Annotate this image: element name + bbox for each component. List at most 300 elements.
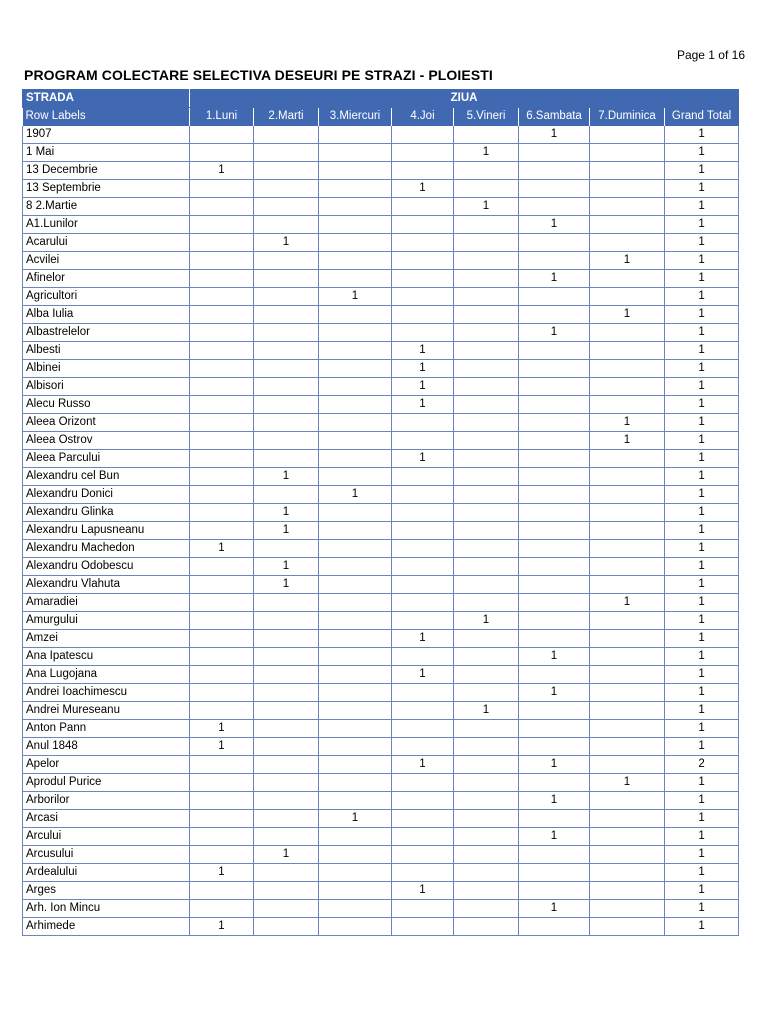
day-count-cell (392, 215, 454, 233)
day-count-cell (254, 143, 319, 161)
day-count-cell (519, 575, 590, 593)
day-count-cell (392, 737, 454, 755)
day-count-cell (254, 881, 319, 899)
day-count-cell (519, 521, 590, 539)
day-count-cell (190, 791, 254, 809)
day-count-cell (190, 755, 254, 773)
day-count-cell (590, 521, 665, 539)
grand-total-cell: 1 (665, 251, 739, 269)
day-count-cell: 1 (190, 161, 254, 179)
day-count-cell (590, 539, 665, 557)
table-row (23, 845, 739, 863)
day-count-cell (519, 593, 590, 611)
day-count-cell (392, 719, 454, 737)
day-count-cell (190, 377, 254, 395)
day-count-cell (392, 503, 454, 521)
day-count-cell: 1 (519, 215, 590, 233)
day-count-cell (319, 683, 392, 701)
day-count-cell (319, 899, 392, 917)
grand-total-cell: 1 (665, 287, 739, 305)
table-row (23, 521, 739, 539)
day-count-cell (319, 305, 392, 323)
day-count-cell (254, 539, 319, 557)
day-count-cell (454, 665, 519, 683)
day-count-cell (319, 701, 392, 719)
street-name-cell: 1907 (23, 126, 190, 144)
grand-total-cell: 1 (665, 773, 739, 791)
day-count-cell (392, 539, 454, 557)
day-count-cell (392, 701, 454, 719)
day-count-cell (254, 197, 319, 215)
day-count-cell (254, 863, 319, 881)
table-row (23, 467, 739, 485)
day-count-cell (190, 305, 254, 323)
day-count-cell: 1 (319, 809, 392, 827)
grand-total-cell: 1 (665, 647, 739, 665)
table-row (23, 485, 739, 503)
street-name-cell: Ana Ipatescu (23, 647, 190, 665)
table-row (23, 143, 739, 161)
day-count-cell (319, 197, 392, 215)
day-count-cell (519, 395, 590, 413)
street-name-cell: Albisori (23, 377, 190, 395)
header-day-luni: 1.Luni (190, 108, 254, 126)
day-count-cell (590, 485, 665, 503)
pivot-table (22, 89, 739, 936)
day-count-cell (454, 593, 519, 611)
day-count-cell: 1 (590, 305, 665, 323)
grand-total-cell: 1 (665, 881, 739, 899)
grand-total-cell: 1 (665, 845, 739, 863)
day-count-cell (590, 126, 665, 144)
day-count-cell (254, 305, 319, 323)
day-count-cell (254, 665, 319, 683)
street-name-cell: Arhimede (23, 917, 190, 935)
day-count-cell (590, 611, 665, 629)
grand-total-cell: 1 (665, 467, 739, 485)
table-row (23, 809, 739, 827)
grand-total-cell: 1 (665, 359, 739, 377)
day-count-cell: 1 (454, 197, 519, 215)
day-count-cell (190, 647, 254, 665)
grand-total-cell: 1 (665, 485, 739, 503)
day-count-cell (190, 287, 254, 305)
day-count-cell (519, 719, 590, 737)
grand-total-cell: 1 (665, 161, 739, 179)
day-count-cell (519, 377, 590, 395)
header-day-vineri: 5.Vineri (454, 108, 519, 126)
street-name-cell: Arcului (23, 827, 190, 845)
grand-total-cell: 1 (665, 521, 739, 539)
street-name-cell: Ana Lugojana (23, 665, 190, 683)
day-count-cell: 1 (190, 719, 254, 737)
day-count-cell (190, 395, 254, 413)
day-count-cell (254, 287, 319, 305)
day-count-cell (190, 773, 254, 791)
day-count-cell: 1 (519, 791, 590, 809)
day-count-cell (392, 467, 454, 485)
day-count-cell (319, 467, 392, 485)
table-row (23, 611, 739, 629)
day-count-cell (519, 611, 590, 629)
day-count-cell (454, 539, 519, 557)
day-count-cell (590, 215, 665, 233)
day-count-cell (454, 341, 519, 359)
day-count-cell (319, 269, 392, 287)
day-count-cell (392, 593, 454, 611)
day-count-cell (190, 557, 254, 575)
day-count-cell: 1 (590, 251, 665, 269)
day-count-cell (392, 251, 454, 269)
day-count-cell (190, 179, 254, 197)
day-count-cell (254, 485, 319, 503)
day-count-cell (190, 197, 254, 215)
table-row (23, 161, 739, 179)
header-day-marti: 2.Marti (254, 108, 319, 126)
grand-total-cell: 1 (665, 737, 739, 755)
table-row (23, 881, 739, 899)
table-row (23, 431, 739, 449)
day-count-cell (454, 773, 519, 791)
day-count-cell (319, 791, 392, 809)
day-count-cell (254, 449, 319, 467)
day-count-cell (319, 233, 392, 251)
day-count-cell (392, 683, 454, 701)
day-count-cell (590, 755, 665, 773)
table-row (23, 917, 739, 935)
day-count-cell (319, 665, 392, 683)
street-name-cell: Arh. Ion Mincu (23, 899, 190, 917)
day-count-cell (190, 215, 254, 233)
table-row (23, 377, 739, 395)
day-count-cell (590, 719, 665, 737)
day-count-cell (519, 863, 590, 881)
day-count-cell (319, 827, 392, 845)
day-count-cell (190, 413, 254, 431)
street-name-cell: Aprodul Purice (23, 773, 190, 791)
header-strada: STRADA (23, 90, 190, 108)
day-count-cell (454, 485, 519, 503)
street-name-cell: Arges (23, 881, 190, 899)
day-count-cell (392, 827, 454, 845)
street-name-cell: Amurgului (23, 611, 190, 629)
day-count-cell (254, 701, 319, 719)
day-count-cell (319, 755, 392, 773)
grand-total-cell: 1 (665, 827, 739, 845)
day-count-cell (590, 179, 665, 197)
day-count-cell: 1 (454, 143, 519, 161)
grand-total-cell: 1 (665, 233, 739, 251)
day-count-cell (454, 863, 519, 881)
day-count-cell (454, 683, 519, 701)
grand-total-cell: 1 (665, 719, 739, 737)
day-count-cell (590, 161, 665, 179)
street-name-cell: Alba Iulia (23, 305, 190, 323)
day-count-cell: 1 (190, 917, 254, 935)
day-count-cell (254, 683, 319, 701)
grand-total-cell: 1 (665, 593, 739, 611)
day-count-cell (590, 449, 665, 467)
header-ziua: ZIUA (190, 90, 739, 108)
day-count-cell (254, 323, 319, 341)
day-count-cell (319, 215, 392, 233)
day-count-cell (519, 557, 590, 575)
table-row (23, 179, 739, 197)
day-count-cell (519, 179, 590, 197)
day-count-cell (319, 593, 392, 611)
table-row (23, 647, 739, 665)
street-name-cell: Acvilei (23, 251, 190, 269)
day-count-cell: 1 (519, 683, 590, 701)
day-count-cell (319, 431, 392, 449)
table-row (23, 863, 739, 881)
day-count-cell (590, 917, 665, 935)
day-count-cell (590, 341, 665, 359)
day-count-cell (190, 899, 254, 917)
street-name-cell: Apelor (23, 755, 190, 773)
day-count-cell: 1 (254, 575, 319, 593)
day-count-cell (254, 611, 319, 629)
day-count-cell (392, 917, 454, 935)
day-count-cell (319, 773, 392, 791)
day-count-cell (590, 467, 665, 485)
day-count-cell: 1 (392, 341, 454, 359)
day-count-cell (392, 126, 454, 144)
street-name-cell: Acarului (23, 233, 190, 251)
day-count-cell (590, 791, 665, 809)
day-count-cell (190, 485, 254, 503)
day-count-cell (319, 737, 392, 755)
day-count-cell (392, 197, 454, 215)
day-count-cell (454, 809, 519, 827)
grand-total-cell: 1 (665, 539, 739, 557)
day-count-cell (590, 737, 665, 755)
header-day-sambata: 6.Sambata (519, 108, 590, 126)
grand-total-cell: 1 (665, 126, 739, 144)
grand-total-cell: 1 (665, 611, 739, 629)
table-row (23, 791, 739, 809)
day-count-cell: 1 (392, 359, 454, 377)
street-name-cell: Anton Pann (23, 719, 190, 737)
day-count-cell (392, 161, 454, 179)
day-count-cell (190, 575, 254, 593)
day-count-cell (254, 431, 319, 449)
street-name-cell: Amaradiei (23, 593, 190, 611)
day-count-cell (519, 539, 590, 557)
day-count-cell (590, 809, 665, 827)
table-row (23, 215, 739, 233)
day-count-cell: 1 (519, 126, 590, 144)
day-count-cell (454, 791, 519, 809)
street-name-cell: Agricultori (23, 287, 190, 305)
day-count-cell (254, 161, 319, 179)
street-name-cell: Alexandru Machedon (23, 539, 190, 557)
header-row-columns (23, 108, 739, 126)
street-name-cell: Amzei (23, 629, 190, 647)
day-count-cell (319, 881, 392, 899)
day-count-cell (590, 557, 665, 575)
day-count-cell (392, 899, 454, 917)
grand-total-cell: 1 (665, 431, 739, 449)
day-count-cell (590, 395, 665, 413)
day-count-cell (519, 503, 590, 521)
street-name-cell: Afinelor (23, 269, 190, 287)
day-count-cell (454, 395, 519, 413)
day-count-cell (590, 701, 665, 719)
document-title: PROGRAM COLECTARE SELECTIVA DESEURI PE STRAZI - PLOIESTI (24, 67, 493, 83)
day-count-cell (392, 521, 454, 539)
day-count-cell (519, 251, 590, 269)
day-count-cell: 1 (590, 593, 665, 611)
day-count-cell (590, 143, 665, 161)
day-count-cell (519, 341, 590, 359)
grand-total-cell: 1 (665, 683, 739, 701)
street-name-cell: Alexandru Donici (23, 485, 190, 503)
day-count-cell (590, 323, 665, 341)
street-name-cell: Albinei (23, 359, 190, 377)
day-count-cell (392, 287, 454, 305)
day-count-cell (454, 287, 519, 305)
table-body (23, 126, 739, 936)
day-count-cell (392, 647, 454, 665)
day-count-cell (254, 251, 319, 269)
day-count-cell (454, 467, 519, 485)
day-count-cell (519, 917, 590, 935)
day-count-cell (454, 575, 519, 593)
day-count-cell (454, 359, 519, 377)
day-count-cell (392, 575, 454, 593)
street-name-cell: Alexandru Vlahuta (23, 575, 190, 593)
day-count-cell (454, 161, 519, 179)
day-count-cell (590, 287, 665, 305)
table-row (23, 341, 739, 359)
day-count-cell (454, 449, 519, 467)
day-count-cell (519, 773, 590, 791)
day-count-cell (254, 899, 319, 917)
day-count-cell (319, 539, 392, 557)
day-count-cell: 1 (254, 503, 319, 521)
day-count-cell (454, 179, 519, 197)
table-row (23, 359, 739, 377)
day-count-cell (590, 197, 665, 215)
day-count-cell (254, 413, 319, 431)
grand-total-cell: 1 (665, 197, 739, 215)
day-count-cell (454, 881, 519, 899)
day-count-cell (392, 791, 454, 809)
day-count-cell (319, 341, 392, 359)
day-count-cell (319, 143, 392, 161)
day-count-cell (519, 233, 590, 251)
day-count-cell: 1 (190, 539, 254, 557)
table-row (23, 251, 739, 269)
day-count-cell (590, 629, 665, 647)
day-count-cell (454, 323, 519, 341)
day-count-cell: 1 (319, 485, 392, 503)
street-name-cell: Alexandru Odobescu (23, 557, 190, 575)
day-count-cell (254, 341, 319, 359)
street-name-cell: Arcusului (23, 845, 190, 863)
day-count-cell: 1 (392, 629, 454, 647)
day-count-cell (319, 323, 392, 341)
day-count-cell (254, 791, 319, 809)
day-count-cell: 1 (519, 827, 590, 845)
grand-total-cell: 1 (665, 701, 739, 719)
day-count-cell (519, 287, 590, 305)
street-name-cell: Andrei Ioachimescu (23, 683, 190, 701)
grand-total-cell: 1 (665, 377, 739, 395)
table-row (23, 197, 739, 215)
grand-total-cell: 1 (665, 449, 739, 467)
header-grand-total: Grand Total (665, 108, 739, 126)
street-name-cell: Anul 1848 (23, 737, 190, 755)
day-count-cell: 1 (519, 755, 590, 773)
day-count-cell (254, 917, 319, 935)
table-row (23, 126, 739, 144)
day-count-cell (319, 161, 392, 179)
day-count-cell (392, 773, 454, 791)
day-count-cell (590, 233, 665, 251)
grand-total-cell: 1 (665, 269, 739, 287)
day-count-cell (454, 521, 519, 539)
day-count-cell (519, 413, 590, 431)
grand-total-cell: 1 (665, 917, 739, 935)
day-count-cell (254, 755, 319, 773)
table-row (23, 575, 739, 593)
table-row (23, 287, 739, 305)
day-count-cell (454, 215, 519, 233)
day-count-cell: 1 (590, 773, 665, 791)
day-count-cell (519, 809, 590, 827)
day-count-cell (190, 431, 254, 449)
day-count-cell (454, 233, 519, 251)
street-name-cell: Alexandru cel Bun (23, 467, 190, 485)
day-count-cell (319, 395, 392, 413)
day-count-cell (190, 341, 254, 359)
day-count-cell (319, 863, 392, 881)
day-count-cell (519, 197, 590, 215)
day-count-cell (590, 269, 665, 287)
day-count-cell (519, 485, 590, 503)
day-count-cell (319, 629, 392, 647)
day-count-cell (254, 359, 319, 377)
day-count-cell (392, 611, 454, 629)
table-row (23, 899, 739, 917)
day-count-cell (254, 377, 319, 395)
day-count-cell: 1 (392, 881, 454, 899)
table-row (23, 719, 739, 737)
grand-total-cell: 1 (665, 395, 739, 413)
day-count-cell: 1 (254, 845, 319, 863)
grand-total-cell: 1 (665, 341, 739, 359)
day-count-cell: 1 (254, 521, 319, 539)
day-count-cell (590, 359, 665, 377)
street-name-cell: 8 2.Martie (23, 197, 190, 215)
day-count-cell (590, 683, 665, 701)
day-count-cell: 1 (190, 863, 254, 881)
grand-total-cell: 1 (665, 413, 739, 431)
day-count-cell (392, 413, 454, 431)
table-row (23, 593, 739, 611)
day-count-cell (590, 899, 665, 917)
header-row-top (23, 90, 739, 108)
day-count-cell (190, 503, 254, 521)
day-count-cell (319, 503, 392, 521)
day-count-cell: 1 (254, 233, 319, 251)
day-count-cell (519, 161, 590, 179)
day-count-cell (190, 323, 254, 341)
day-count-cell (454, 431, 519, 449)
day-count-cell (519, 845, 590, 863)
